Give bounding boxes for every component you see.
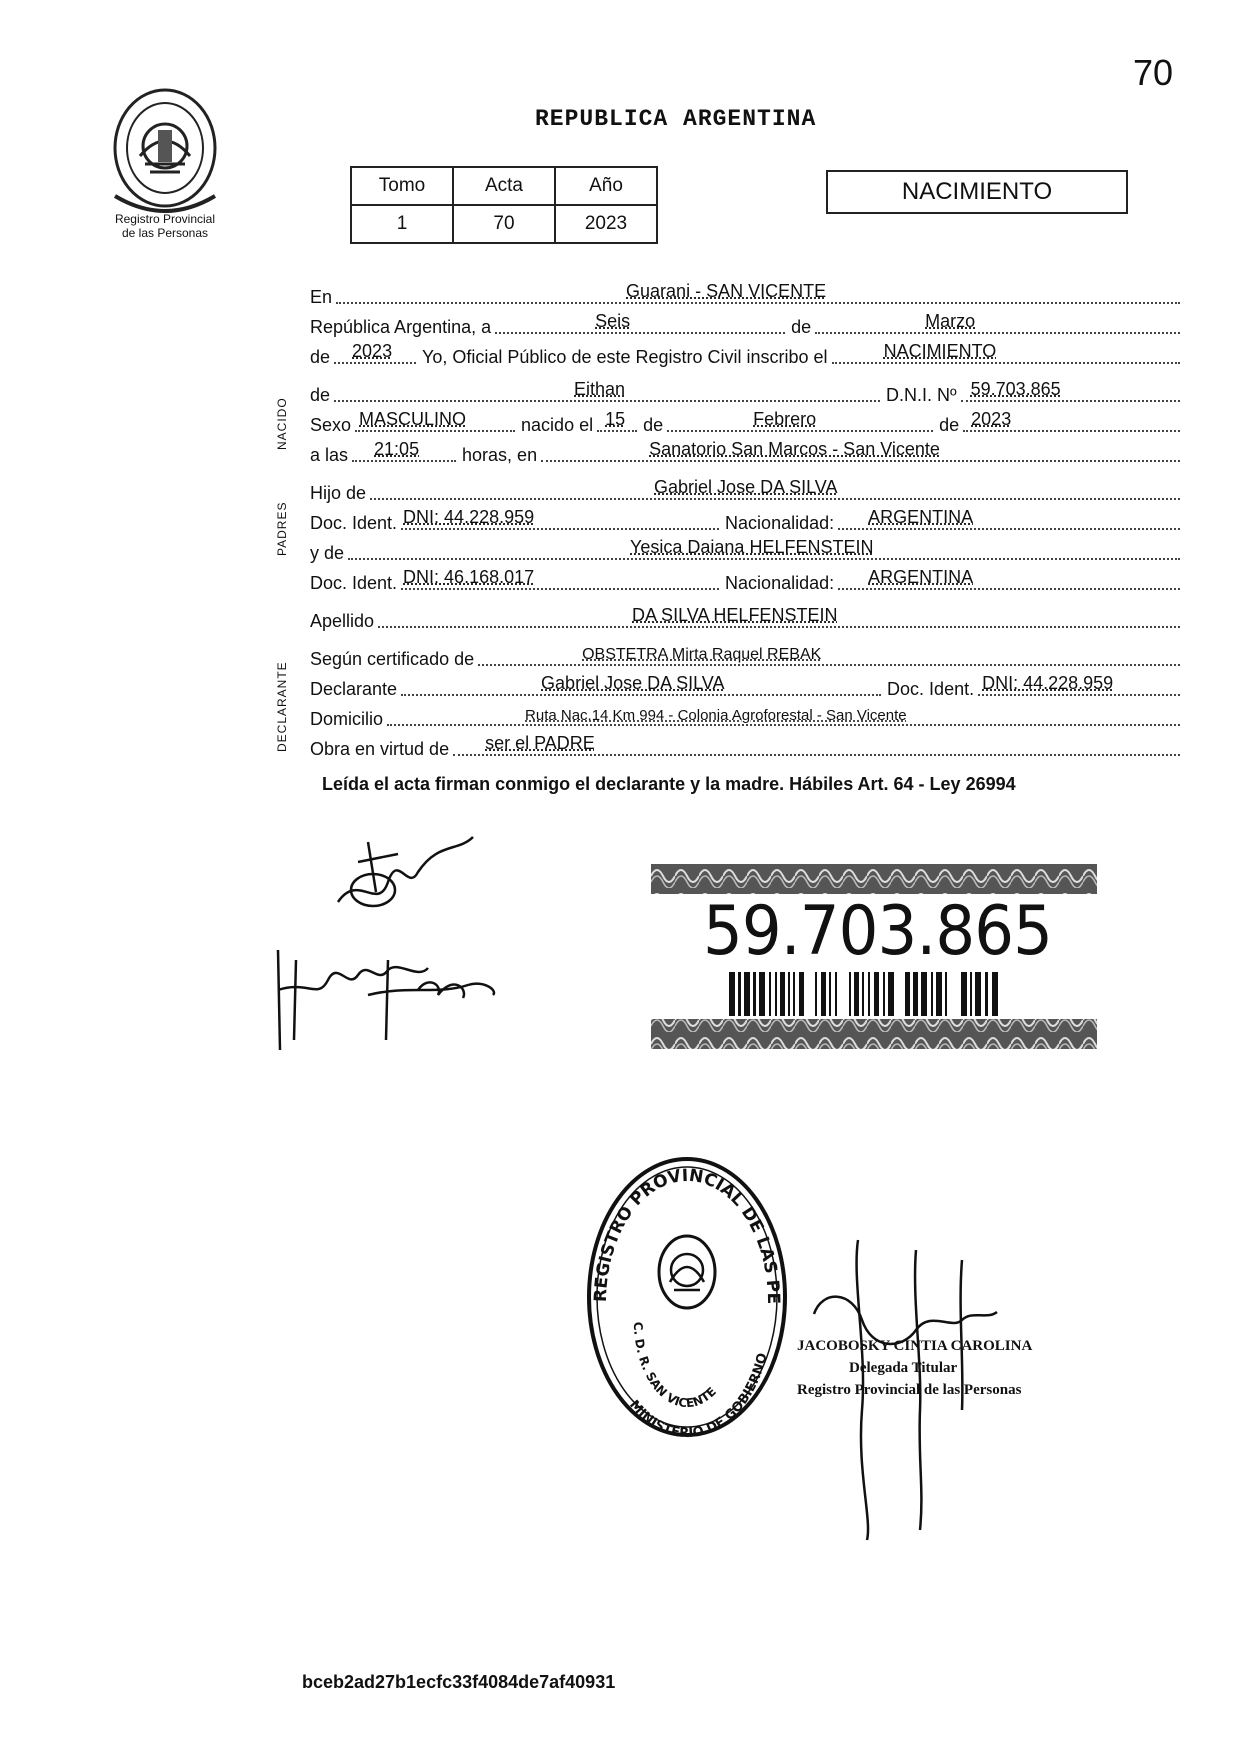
label-y-de: y de — [310, 543, 345, 563]
official-seal — [582, 1152, 792, 1442]
value-address: Ruta Nac.14 Km 994 - Colonia Agroforestal - San Vicente — [525, 707, 907, 724]
fill-declarant — [401, 674, 881, 696]
fill-sexo — [355, 410, 515, 432]
header-acta: Acta — [453, 167, 555, 205]
line-inscribo — [310, 338, 1180, 368]
registrar-signature-block — [797, 1335, 1032, 1401]
fill-en — [336, 282, 1180, 304]
fill-month — [815, 312, 1180, 334]
label-republica: República Argentina, a — [310, 317, 492, 337]
fill-mother — [348, 538, 1180, 560]
registrar-name: JACOBOSKY CINTIA CAROLINA — [797, 1338, 1033, 1354]
barcode-number: 59.703.865 — [703, 892, 1052, 971]
fill-birth-year — [963, 410, 1180, 432]
barcode-bars — [729, 972, 1009, 1021]
value-mother-name: Yesica Daiana HELFENSTEIN — [630, 537, 874, 557]
value-father-dni: DNI: 44.228.959 — [403, 507, 535, 527]
header-anio: Año — [555, 167, 657, 205]
value-birth-hour: 21:05 — [374, 439, 420, 459]
fill-hour — [352, 440, 456, 462]
label-en: En — [310, 287, 333, 307]
header-tomo: Tomo — [351, 167, 453, 205]
line-padre-doc — [310, 504, 1180, 534]
mother-signature — [268, 940, 508, 1085]
caption-line-1: Registro Provincial — [114, 212, 216, 226]
line-en — [310, 278, 1180, 308]
line-obra — [310, 730, 1180, 760]
value-child-dni: 59.703.865 — [970, 379, 1061, 399]
label-sexo: Sexo — [310, 415, 352, 435]
document-heading: REPUBLICA ARGENTINA — [535, 106, 817, 132]
value-day: Seis — [595, 311, 631, 331]
value-father-nationality: ARGENTINA — [868, 507, 974, 527]
value-surname: DA SILVA HELFENSTEIN — [632, 605, 838, 625]
value-birth-day: 15 — [605, 409, 626, 429]
line-y-de — [310, 534, 1180, 564]
record-type-box: NACIMIENTO — [826, 170, 1128, 214]
value-birth-place: Sanatorio San Marcos - San Vicente — [649, 439, 940, 459]
closing-statement: Leída el acta firman conmigo el declarante y la madre. Hábiles Art. 64 - Ley 26994 — [322, 774, 1016, 794]
emblem-caption — [90, 212, 240, 240]
dni-barcode-card — [651, 864, 1097, 1049]
label-de-name: de — [310, 385, 331, 405]
label-de-birth-year: de — [939, 415, 960, 435]
line-nombre — [310, 376, 1180, 406]
value-month: Marzo — [925, 311, 976, 331]
fill-mother-nationality — [838, 568, 1180, 590]
value-anio: 2023 — [555, 205, 657, 243]
fill-birth-place — [541, 440, 1180, 462]
label-apellido: Apellido — [310, 611, 375, 631]
fill-declarant-doc — [978, 674, 1180, 696]
value-declarant-name: Gabriel Jose DA SILVA — [541, 673, 725, 693]
label-certificado: Según certificado de — [310, 649, 475, 669]
fill-year — [334, 342, 416, 364]
value-year: 2023 — [352, 341, 393, 361]
line-hijo-de — [310, 474, 1180, 504]
line-domicilio — [310, 700, 1180, 730]
label-declarante: Declarante — [310, 679, 398, 699]
label-horas: horas, en — [462, 445, 538, 465]
label-declarant-doc: Doc. Ident. — [887, 679, 975, 699]
label-hijo-de: Hijo de — [310, 483, 367, 503]
label-domicilio: Domicilio — [310, 709, 384, 729]
fill-father-doc — [401, 508, 719, 530]
fill-birth-day — [597, 410, 637, 432]
label-father-nationality: Nacionalidad: — [725, 513, 835, 533]
value-record-type: NACIMIENTO — [883, 341, 997, 361]
value-father-name: Gabriel Jose DA SILVA — [654, 477, 838, 497]
page-number: 70 — [1133, 52, 1174, 93]
label-nacido: nacido el — [521, 415, 594, 435]
fill-day — [495, 312, 785, 334]
value-place: Guarani - SAN VICENTE — [626, 281, 827, 301]
value-capacity: ser el PADRE — [485, 733, 595, 753]
fill-birth-month — [667, 410, 933, 432]
value-mother-nationality: ARGENTINA — [868, 567, 974, 587]
label-de-month: de — [791, 317, 812, 337]
line-hora — [310, 436, 1180, 466]
fill-certificate — [478, 644, 1180, 666]
registrar-office: Registro Provincial de las Personas — [797, 1382, 1022, 1398]
fill-father-nationality — [838, 508, 1180, 530]
value-acta: 70 — [453, 205, 555, 243]
fill-father — [370, 478, 1180, 500]
declarant-signature — [328, 832, 478, 927]
fill-surname — [378, 606, 1180, 628]
fill-name — [334, 380, 880, 402]
line-apellido — [310, 602, 1180, 632]
birth-record-form — [310, 278, 1180, 760]
province-emblem — [100, 86, 230, 216]
fill-address — [387, 704, 1180, 726]
side-label-declarante: DECLARANTE — [275, 661, 289, 752]
line-declarante — [310, 670, 1180, 700]
inscribo-text: Yo, Oficial Público de este Registro Civil inscribo el — [422, 347, 828, 367]
fill-capacity — [453, 734, 1180, 756]
value-sex: MASCULINO — [359, 409, 467, 429]
fill-dni — [961, 380, 1180, 402]
value-mother-dni: DNI: 46.168.017 — [403, 567, 535, 587]
registry-table — [350, 166, 658, 244]
side-label-nacido: NACIDO — [275, 397, 289, 450]
label-de-year: de — [310, 347, 331, 367]
line-republica — [310, 308, 1180, 338]
line-sexo — [310, 406, 1180, 436]
line-madre-doc — [310, 564, 1180, 594]
caption-line-2: de las Personas — [121, 226, 209, 240]
document-hash: bceb2ad27b1ecfc33f4084de7af40931 — [302, 1672, 616, 1692]
value-tomo: 1 — [351, 205, 453, 243]
label-father-doc: Doc. Ident. — [310, 513, 398, 533]
fill-type — [832, 342, 1180, 364]
seal-outer-text: REGISTRO PROVINCIAL DE LAS PE — [590, 1165, 784, 1305]
seal-bottom-text: MINISTERIO DE GOBIERNO — [626, 1351, 771, 1442]
label-mother-nationality: Nacionalidad: — [725, 573, 835, 593]
label-dni: D.N.I. Nº — [886, 385, 957, 405]
side-label-padres: PADRES — [275, 501, 289, 556]
label-de-birth-month: de — [643, 415, 664, 435]
value-birth-year: 2023 — [971, 409, 1012, 429]
fill-mother-doc — [401, 568, 719, 590]
value-declarant-dni: DNI: 44.228.959 — [982, 673, 1114, 693]
seal-inner-text: C. D. R. SAN VICENTE — [630, 1321, 719, 1411]
label-mother-doc: Doc. Ident. — [310, 573, 398, 593]
label-obra: Obra en virtud de — [310, 739, 450, 759]
line-certificado — [310, 640, 1180, 670]
value-certificate: OBSTETRA Mirta Raquel REBAK — [582, 646, 822, 663]
value-birth-month: Febrero — [753, 409, 817, 429]
value-child-name: Eithan — [574, 379, 626, 399]
label-a-las: a las — [310, 445, 349, 465]
registrar-role: Delegada Titular — [849, 1360, 958, 1376]
